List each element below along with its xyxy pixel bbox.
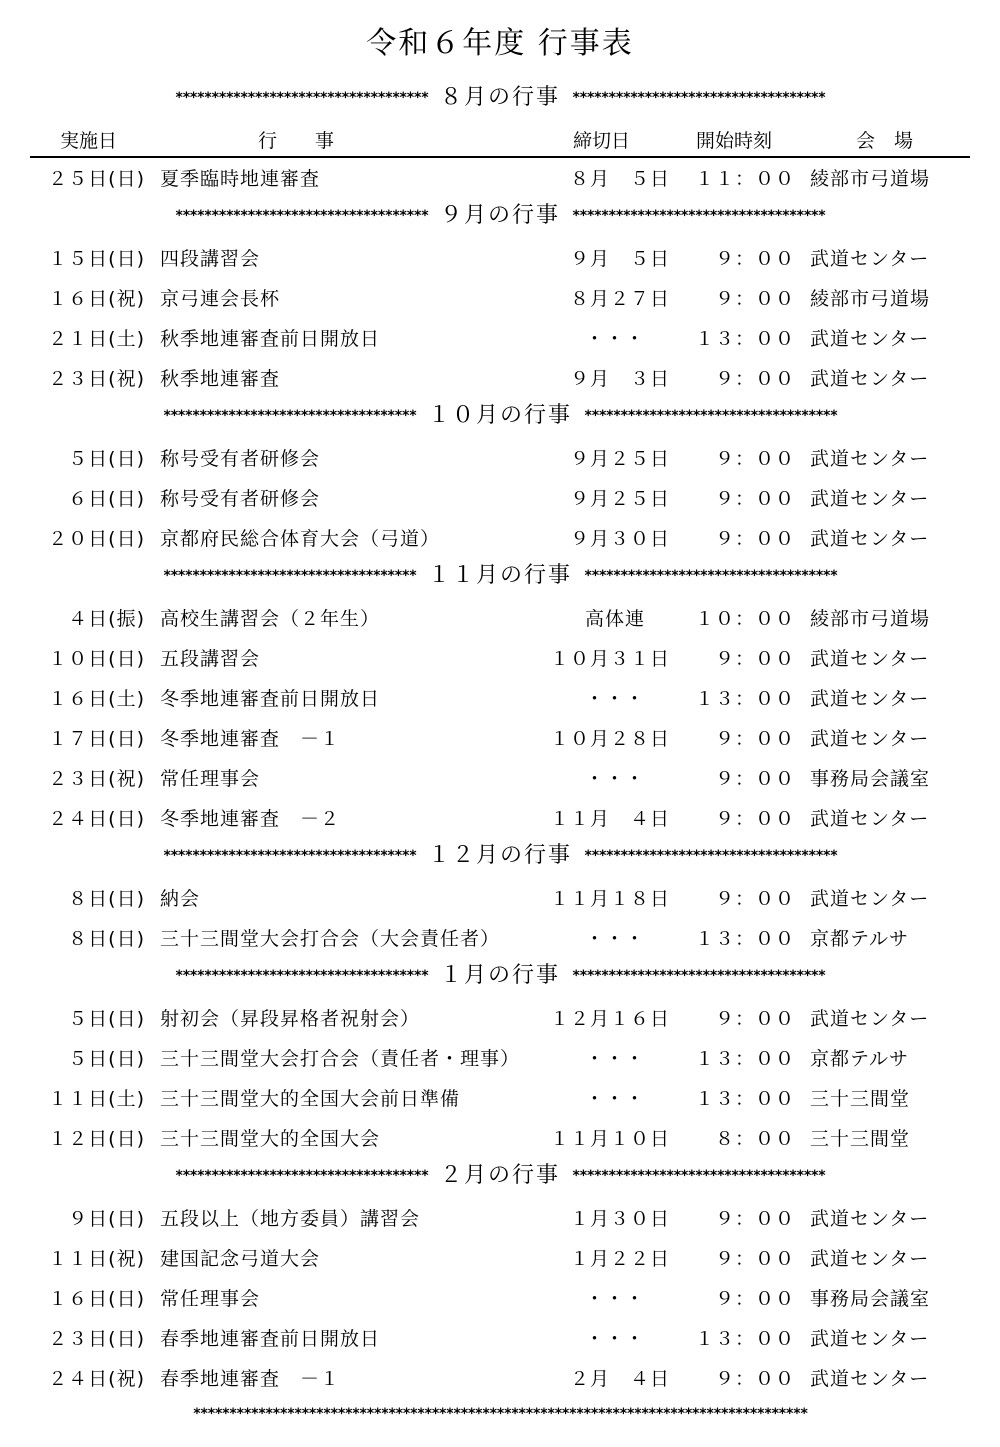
deadline-cell: ９月２５日: [569, 488, 670, 510]
stars-right: ***********************************: [572, 90, 826, 106]
deadline-cell: ・・・: [584, 1048, 645, 1070]
deadline-cell: ９月２５日: [569, 448, 670, 470]
venue-cell: 武道センター: [810, 648, 930, 670]
date-cell: １７日(日): [48, 728, 145, 750]
event-cell: 春季地連審査前日開放日: [160, 1328, 381, 1350]
date-cell: １６日(祝): [48, 288, 145, 310]
deadline-cell: １１月 ４日: [549, 808, 670, 830]
start-time-cell: ９：００: [714, 768, 795, 790]
start-time-cell: ９：００: [714, 1248, 795, 1270]
header-event: 行 事: [258, 130, 335, 152]
month-label: １１月の行事: [427, 563, 572, 588]
deadline-cell: 高体連: [584, 608, 645, 630]
deadline-cell: １０月３１日: [549, 648, 670, 670]
venue-cell: 武道センター: [810, 1008, 930, 1030]
schedule-row: [30, 1036, 970, 1076]
event-cell: 春季地連審査 －１: [160, 1368, 341, 1390]
venue-cell: 京都テルサ: [810, 928, 910, 950]
deadline-cell: １０月２８日: [549, 728, 670, 750]
event-cell: 称号受有者研修会: [160, 488, 321, 510]
venue-cell: 武道センター: [810, 1208, 930, 1230]
venue-cell: 武道センター: [810, 328, 930, 350]
schedule-row: [30, 876, 970, 916]
month-label: １０月の行事: [427, 403, 572, 428]
start-time-cell: ９：００: [714, 288, 795, 310]
schedule-row: [30, 1276, 970, 1316]
venue-cell: 武道センター: [810, 528, 930, 550]
date-cell: ５日(日): [68, 1048, 145, 1070]
date-cell: １６日(日): [48, 1288, 145, 1310]
date-cell: １１日(祝): [48, 1248, 145, 1270]
date-cell: ８日(日): [68, 928, 145, 950]
start-time-cell: ９：００: [714, 648, 795, 670]
venue-cell: 武道センター: [810, 448, 930, 470]
start-time-cell: ９：００: [714, 368, 795, 390]
date-cell: １１日(土): [48, 1088, 145, 1110]
start-time-cell: ９：００: [714, 888, 795, 910]
deadline-cell: ８月 ５日: [569, 168, 670, 190]
stars-left: ***********************************: [174, 90, 428, 106]
date-cell: １５日(日): [48, 248, 145, 270]
schedule-row: [30, 1196, 970, 1236]
header-date: 実施日: [60, 130, 118, 152]
schedule-row: [30, 356, 970, 396]
deadline-cell: ９月 ５日: [569, 248, 670, 270]
event-cell: 四段講習会: [160, 248, 261, 270]
stars-right: ***********************************: [572, 1168, 826, 1184]
date-cell: １２日(日): [48, 1128, 145, 1150]
month-header: [40, 396, 960, 436]
schedule-row: [30, 636, 970, 676]
stars-right: ***********************************: [572, 208, 826, 224]
venue-cell: 綾部市弓道場: [810, 608, 931, 630]
event-cell: 建国記念弓道大会: [160, 1248, 321, 1270]
venue-cell: 武道センター: [810, 808, 930, 830]
venue-cell: 綾部市弓道場: [810, 168, 931, 190]
event-cell: 常任理事会: [160, 768, 261, 790]
start-time-cell: ９：００: [714, 528, 795, 550]
event-cell: 常任理事会: [160, 1288, 261, 1310]
start-time-cell: １３：００: [694, 928, 795, 950]
venue-cell: 武道センター: [810, 688, 930, 710]
schedule-row: [30, 996, 970, 1036]
page-title: 令和６年度 行事表: [366, 26, 634, 61]
date-cell: ５日(日): [68, 1008, 145, 1030]
month-header: [40, 78, 960, 118]
date-cell: ２１日(土): [48, 328, 145, 350]
venue-cell: 事務局会議室: [810, 768, 931, 790]
event-cell: 三十三間堂大会打合会（大会責任者）: [160, 928, 501, 950]
schedule-row: [30, 1356, 970, 1396]
venue-cell: 事務局会議室: [810, 1288, 931, 1310]
stars-left: ***********************************: [174, 1168, 428, 1184]
deadline-cell: ・・・: [584, 928, 645, 950]
start-time-cell: ９：００: [714, 448, 795, 470]
stars-left: ***********************************: [174, 208, 428, 224]
header-deadline: 締切日: [573, 130, 631, 152]
start-time-cell: ９：００: [714, 728, 795, 750]
event-cell: 納会: [160, 888, 201, 910]
deadline-cell: ２月 ４日: [569, 1368, 670, 1390]
venue-cell: 武道センター: [810, 368, 930, 390]
schedule-row: [30, 796, 970, 836]
date-cell: ４日(振): [68, 608, 145, 630]
venue-cell: 武道センター: [810, 488, 930, 510]
start-time-cell: ９：００: [714, 248, 795, 270]
start-time-cell: １３：００: [694, 1328, 795, 1350]
stars-right: ***********************************: [572, 968, 826, 984]
date-cell: ２３日(祝): [48, 768, 145, 790]
date-cell: ６日(日): [68, 488, 145, 510]
schedule-row: [30, 276, 970, 316]
month-header: [40, 956, 960, 996]
stars-right: ***********************************: [584, 568, 838, 584]
date-cell: ５日(日): [68, 448, 145, 470]
schedule-row: [30, 676, 970, 716]
event-cell: 三十三間堂大会打合会（責任者・理事）: [160, 1048, 521, 1070]
stars-left: ***********************************: [162, 568, 416, 584]
venue-cell: 綾部市弓道場: [810, 288, 931, 310]
month-header: [40, 836, 960, 876]
header-start-time: 開始時刻: [696, 130, 773, 152]
venue-cell: 武道センター: [810, 1248, 930, 1270]
event-cell: 射初会（昇段昇格者祝射会）: [160, 1008, 421, 1030]
stars-right: ***********************************: [584, 408, 838, 424]
event-cell: 高校生講習会（２年生）: [160, 608, 381, 630]
start-time-cell: ９：００: [714, 808, 795, 830]
venue-cell: 武道センター: [810, 888, 930, 910]
event-cell: 冬季地連審査 －１: [160, 728, 341, 750]
date-cell: １０日(日): [48, 648, 145, 670]
start-time-cell: １３：００: [694, 1048, 795, 1070]
date-cell: ２０日(日): [48, 528, 145, 550]
date-cell: ２３日(祝): [48, 368, 145, 390]
event-cell: 三十三間堂大的全国大会: [160, 1128, 381, 1150]
schedule-row: [30, 516, 970, 556]
event-cell: 冬季地連審査 －２: [160, 808, 341, 830]
stars-left: ***********************************: [174, 968, 428, 984]
event-cell: 京弓連会長杯: [160, 288, 281, 310]
header-venue: 会 場: [856, 130, 914, 152]
date-cell: ９日(日): [68, 1208, 145, 1230]
venue-cell: 三十三間堂: [810, 1088, 911, 1110]
deadline-cell: ９月３０日: [569, 528, 670, 550]
start-time-cell: １３：００: [694, 328, 795, 350]
month-label: ９月の行事: [439, 203, 560, 228]
schedule-row: [30, 756, 970, 796]
stars-left: ***********************************: [162, 408, 416, 424]
start-time-cell: ９：００: [714, 1368, 795, 1390]
schedule-row: [30, 1236, 970, 1276]
start-time-cell: １３：００: [694, 688, 795, 710]
month-header: [40, 196, 960, 236]
start-time-cell: １０：００: [694, 608, 795, 630]
deadline-cell: ・・・: [584, 1328, 645, 1350]
deadline-cell: １月３０日: [569, 1208, 670, 1230]
schedule-row: [30, 916, 970, 956]
event-cell: 秋季地連審査前日開放日: [160, 328, 381, 350]
schedule-row: [30, 316, 970, 356]
deadline-cell: ８月２７日: [569, 288, 670, 310]
month-label: ８月の行事: [439, 85, 560, 110]
month-label: ２月の行事: [439, 1163, 560, 1188]
deadline-cell: １２月１６日: [549, 1008, 670, 1030]
schedule-row: [30, 476, 970, 516]
schedule-row: [30, 1316, 970, 1356]
month-label: １２月の行事: [427, 843, 572, 868]
event-cell: 三十三間堂大的全国大会前日準備: [160, 1088, 461, 1110]
schedule-row: [30, 596, 970, 636]
deadline-cell: ・・・: [584, 768, 645, 790]
deadline-cell: ・・・: [584, 1088, 645, 1110]
event-cell: 秋季地連審査: [160, 368, 281, 390]
schedule-row: [30, 436, 970, 476]
event-cell: 京都府民総合体育大会（弓道）: [160, 528, 441, 550]
deadline-cell: ・・・: [584, 1288, 645, 1310]
start-time-cell: ９：００: [714, 1288, 795, 1310]
venue-cell: 武道センター: [810, 1368, 930, 1390]
schedule-row: [30, 1076, 970, 1116]
event-cell: 五段以上（地方委員）講習会: [160, 1208, 421, 1230]
date-cell: ２５日(日): [48, 168, 145, 190]
event-cell: 冬季地連審査前日開放日: [160, 688, 381, 710]
date-cell: ８日(日): [68, 888, 145, 910]
schedule-row: [30, 716, 970, 756]
stars-right: ***********************************: [584, 848, 838, 864]
month-label: １月の行事: [439, 963, 560, 988]
schedule-row: [30, 156, 970, 196]
bottom-divider: *************************************************************************************: [192, 1406, 808, 1422]
start-time-cell: ９：００: [714, 1008, 795, 1030]
deadline-cell: １１月１８日: [549, 888, 670, 910]
column-header-row: [30, 118, 970, 158]
schedule-row: [30, 236, 970, 276]
venue-cell: 武道センター: [810, 728, 930, 750]
venue-cell: 武道センター: [810, 248, 930, 270]
date-cell: ２４日(日): [48, 808, 145, 830]
date-cell: ２３日(日): [48, 1328, 145, 1350]
event-cell: 夏季臨時地連審査: [160, 168, 321, 190]
month-header: [40, 1156, 960, 1196]
venue-cell: 京都テルサ: [810, 1048, 910, 1070]
deadline-cell: １月２２日: [569, 1248, 670, 1270]
deadline-cell: ・・・: [584, 328, 645, 350]
start-time-cell: ９：００: [714, 488, 795, 510]
venue-cell: 武道センター: [810, 1328, 930, 1350]
deadline-cell: ９月 ３日: [569, 368, 670, 390]
deadline-cell: １１月１０日: [549, 1128, 670, 1150]
schedule-row: [30, 1116, 970, 1156]
start-time-cell: ９：００: [714, 1208, 795, 1230]
deadline-cell: ・・・: [584, 688, 645, 710]
event-cell: 称号受有者研修会: [160, 448, 321, 470]
event-cell: 五段講習会: [160, 648, 261, 670]
start-time-cell: １３：００: [694, 1088, 795, 1110]
start-time-cell: ８：００: [714, 1128, 795, 1150]
start-time-cell: １１：００: [694, 168, 795, 190]
stars-left: ***********************************: [162, 848, 416, 864]
venue-cell: 三十三間堂: [810, 1128, 911, 1150]
date-cell: １６日(土): [48, 688, 145, 710]
month-header: [40, 556, 960, 596]
date-cell: ２４日(祝): [48, 1368, 145, 1390]
